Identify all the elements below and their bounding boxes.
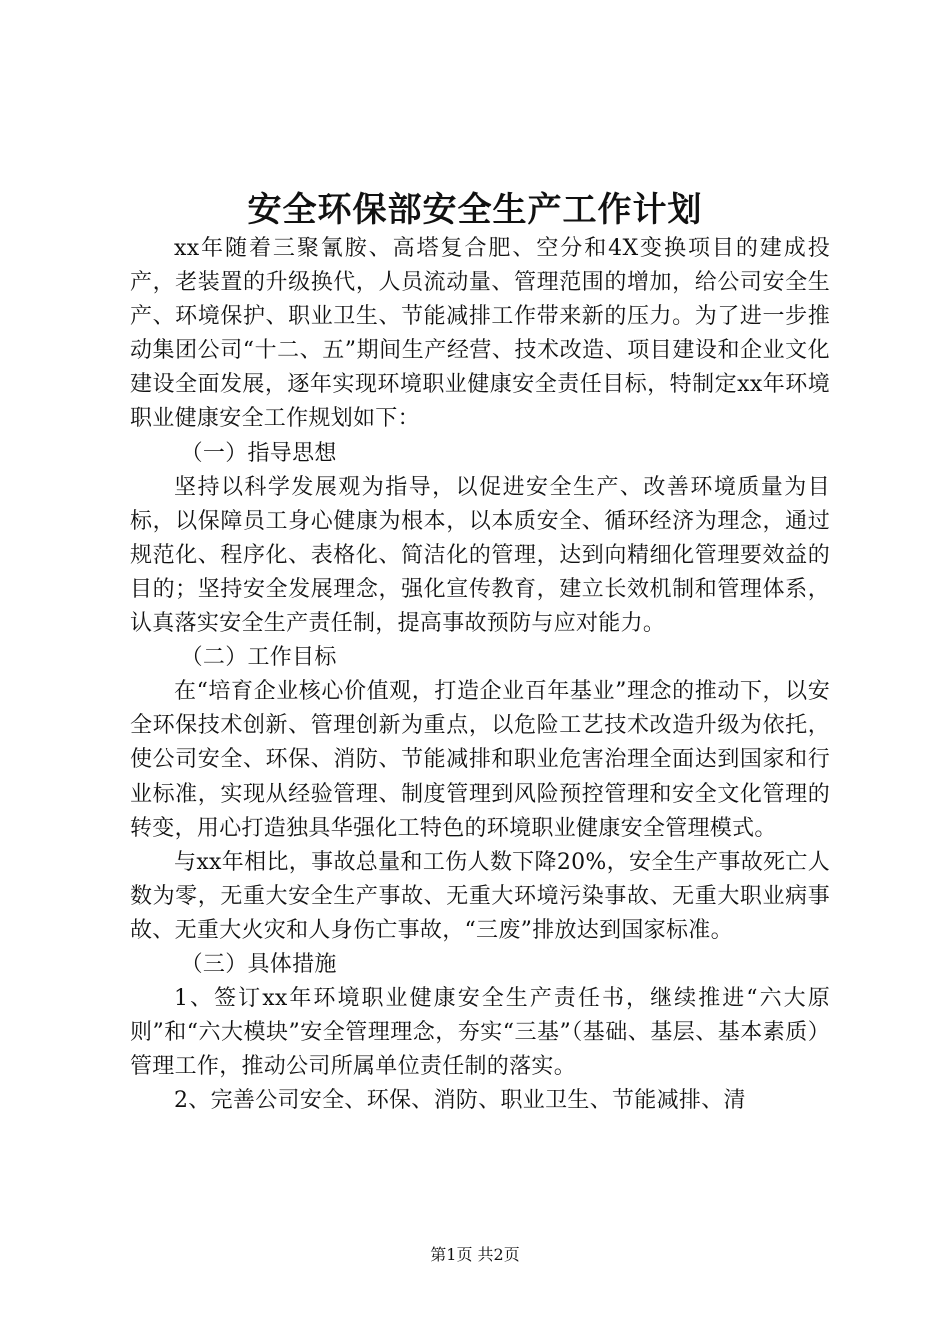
targets-paragraph: 与xx年相比，事故总量和工伤人数下降20%，安全生产事故死亡人数为零，无重大安全生产事故、无重大环境污染事故、无重大职业病事故、无重大火灾和人身伤亡事故，“三废”排放达到国家标准。 [130, 849, 830, 943]
work-goals-paragraph: 在“培育企业核心价值观，打造企业百年基业”理念的推动下，以安全环保技术创新、管理创新为重点，以危险工艺技术改造升级为依托，使公司安全、环保、消防、节能减排和职业危害治理全面达到国家和行业标准，实现从经验管理、制度管理到风险预控管理和安全文化管理的转变，用心打造独具华强化工特色的环境职业健康安全管理模式。 [130, 679, 830, 841]
page-footer: 第1页 共2页 [430, 1245, 520, 1264]
measure-item-2: 2、完善公司安全、环保、消防、职业卫生、节能减排、清 [174, 1088, 746, 1114]
document-body [130, 232, 830, 1118]
intro-paragraph: xx年随着三聚氰胺、高塔复合肥、空分和4X变换项目的建成投产，老装置的升级换代，人员流动量、管理范围的增加，给公司安全生产、环境保护、职业卫生、节能减排工作带来新的压力。为了进一步推动集团公司“十二、五”期间生产经营、技术改造、项目建设和企业文化建设全面发展，逐年实现环境职业健康安全责任目标，特制定xx年环境职业健康安全工作规划如下： [130, 236, 830, 432]
section-heading-guiding-ideology: （一）指导思想 [180, 440, 337, 466]
section-heading-measures: （三）具体措施 [180, 951, 337, 977]
guiding-ideology-paragraph: 坚持以科学发展观为指导，以促进安全生产、改善环境质量为目标，以保障员工身心健康为根本，以本质安全、循环经济为理念，通过规范化、程序化、表格化、简洁化的管理，达到向精细化管理要效益的目的；坚持安全发展理念，强化宣传教育，建立长效机制和管理体系，认真落实安全生产责任制，提高事故预防与应对能力。 [130, 474, 830, 637]
section-heading-work-goals: （二）工作目标 [180, 645, 337, 671]
document-title: 安全环保部安全生产工作计划 [247, 190, 703, 230]
measure-item-1: 1、签订xx年环境职业健康安全生产责任书，继续推进“六大原则”和“六大模块”安全管理理念，夯实“三基”（基础、基层、基本素质）管理工作，推动公司所属单位责任制的落实。 [130, 986, 830, 1080]
